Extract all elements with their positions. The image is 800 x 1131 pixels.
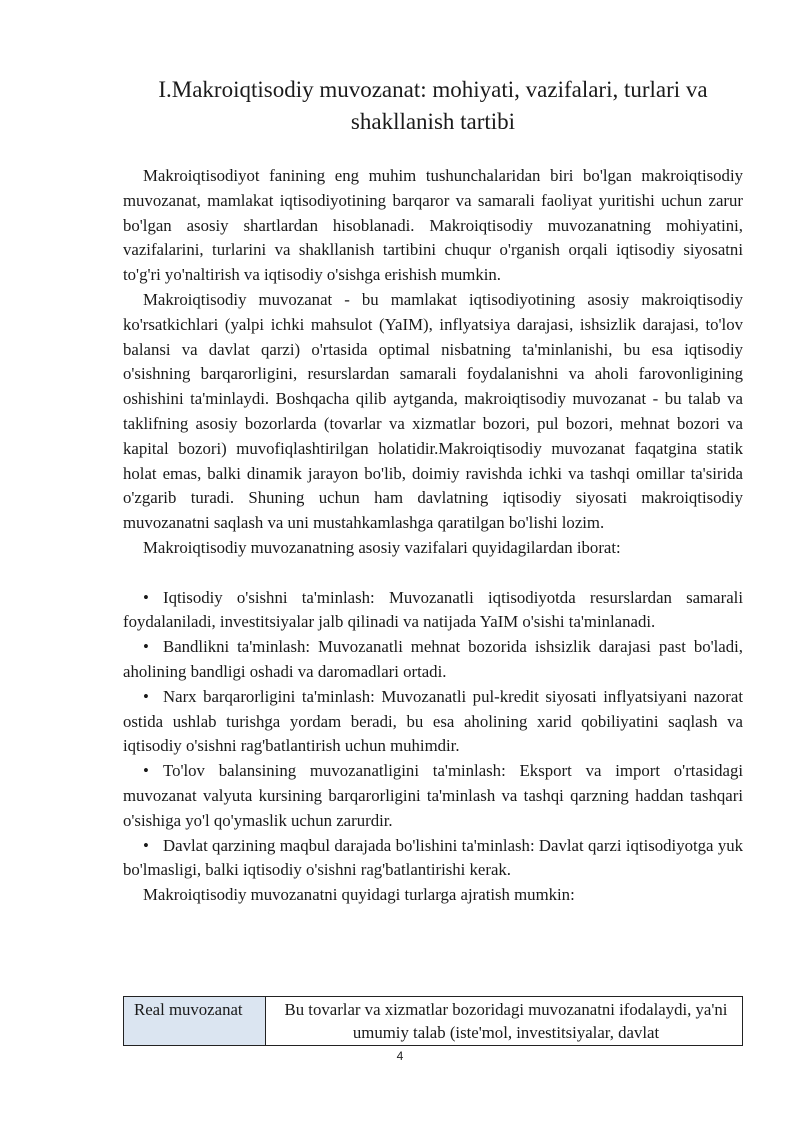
page-number: 4 (396, 1049, 404, 1063)
paragraph-types-intro: Makroiqtisodiy muvozanatni quyidagi turlarga ajratish mumkin: (143, 885, 575, 905)
bullet-icon: • (143, 761, 149, 781)
bullet-text: To'lov balansining muvozanatligini ta'minlash: Eksport va import o'rtasidagi muvozanat valyuta kursining barqarorligini ta'minlash va tashqi qarzning haddan tashqari o'sishiga yo'l qo'ymaslik uchun zarurdir. (123, 761, 743, 830)
bullet-item (123, 635, 743, 685)
bullet-text: Bandlikni ta'minlash: Muvozanatli mehnat bozorida ishsizlik darajasi past bo'ladi, aholining bandligi oshadi va daromadlari ortadi. (123, 637, 743, 681)
paragraph-intro: Makroiqtisodiyot fanining eng muhim tushunchalaridan biri bo'lgan makroiqtisodiy muvozanat, mamlakat iqtisodiyotining barqaror va samarali faoliyat yuritishi uchun zarur bo'lgan asosiy shartlardan hisoblanadi. Makroiqtisodiy muvozanatning mohiyatini, vazifalarini, turlarini va shakllanish tartibini chuqur o'rganish orqali iqtisodiy siyosatni to'g'ri yo'naltirish va iqtisodiy o'sishga erishish mumkin. (123, 166, 743, 285)
document-body (123, 164, 743, 908)
bullet-icon: • (143, 587, 149, 607)
bullet-text: Narx barqarorligini ta'minlash: Muvozanatli pul-kredit siyosati inflyatsiyani nazorat ostida ushlab turishga yordam beradi, bu esa aholining xarid qobiliyatini saqlash va iqtisodiy o'sishni rag'batlantirish uchun muhimdir. (123, 686, 743, 756)
bullet-icon: • (143, 835, 149, 855)
bullet-text: Davlat qarzining maqbul darajada bo'lishini ta'minlash: Davlat qarzi iqtisodiyotga yuk bo'lmasligi, balki iqtisodiy o'sishni rag'batlantirishi kerak. (123, 835, 743, 880)
bullet-icon: • (143, 637, 149, 657)
bullet-item (123, 759, 743, 833)
table-cell-term: Real muvozanat (124, 997, 266, 1046)
table-row (124, 997, 743, 1046)
types-table (123, 996, 743, 1046)
bullet-item (123, 586, 743, 636)
paragraph-definition: Makroiqtisodiy muvozanat - bu mamlakat iqtisodiyotining asosiy makroiqtisodiy ko'rsatkichlari (yalpi ichki mahsulot (YaIM), inflyatsiya darajasi, ishsizlik darajasi, to'lov balansi va davlat qarzi) o'rtasida optimal nisbatning ta'minlanishi, bu esa iqtisodiy o'sishning barqarorligini, resurslardan samarali foydalanishni va aholi farovonligining oshishini ta'minlaydi. Boshqacha qilib aytganda, makroiqtisodiy muvozanat - bu talab va taklifning asosiy bozorlarda (tovarlar va xizmatlar bozori, pul bozori, mehnat bozori va kapital bozori) muvofiqlashtirilgan holatidir.Makroiqtisodiy muvozanat faqatgina statik holat emas, balki dinamik jarayon bo'lib, doimiy ravishda ichki va tashqi omillar ta'sirida o'zgarib turadi. Shuning uchun ham davlatning iqtisodiy siyosati makroiqtisodiy muvozanatni saqlash va uni mustahkamlashga qaratilgan bo'lishi lozim. (123, 289, 743, 533)
bullet-icon: • (143, 686, 149, 706)
paragraph-functions-intro: Makroiqtisodiy muvozanatning asosiy vazifalari quyidagilardan iborat: (143, 537, 621, 557)
table-cell-definition: Bu tovarlar va xizmatlar bozoridagi muvozanatni ifodalaydi, ya'ni umumiy talab (iste'mol, investitsiyalar, davlat (266, 997, 743, 1046)
document-title: I.Makroiqtisodiy muvozanat: mohiyati, vazifalari, turlari va shakllanish tartibi (158, 77, 708, 134)
bullet-item (123, 834, 743, 884)
bullet-text: Iqtisodiy o'sishni ta'minlash: Muvozanatli iqtisodiyotda resurslardan samarali foydalaniladi, investitsiyalar jalb qilinadi va natijada YaIM o'sishi ta'minlanadi. (123, 587, 743, 632)
bullet-item (123, 685, 743, 759)
